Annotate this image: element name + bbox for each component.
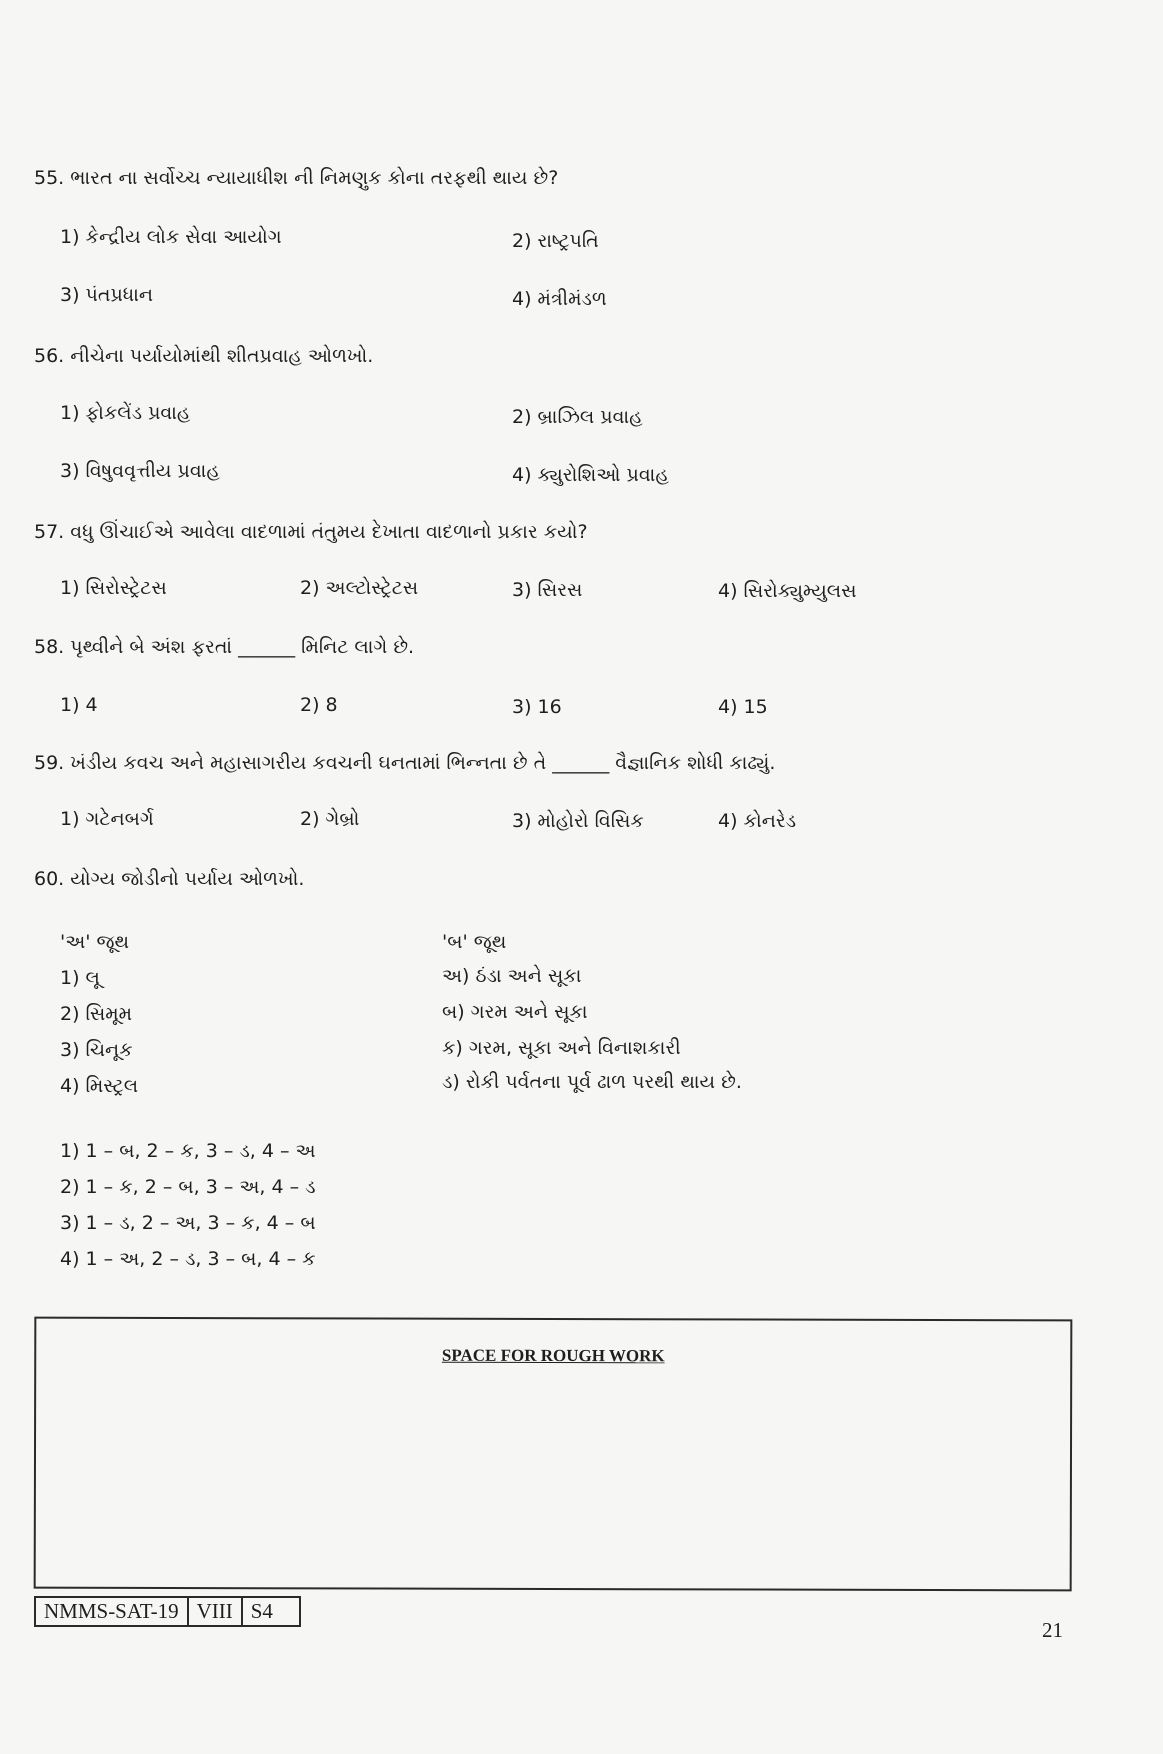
match-col-b-item: ડ) રોકી પર્વતના પૂર્વ ઢાળ પરથી થાય છે. (442, 1071, 742, 1093)
q59-option-1: 1) ગટેનબર્ગ (60, 808, 154, 830)
match-col-b-item: બ) ગરમ અને સૂકા (442, 1001, 588, 1023)
exam-code: NMMS-SAT-19 (36, 1598, 189, 1625)
q57-option-2: 2) અલ્ટોસ્ટ્રેટસ (300, 577, 419, 599)
q56-option-2: 2) બ્રાઝિલ પ્રવાહ (512, 406, 643, 428)
q56-option-4: 4) ક્યુરોશિઓ પ્રવાહ (512, 464, 669, 486)
question-number: 56. (34, 345, 65, 367)
match-col-a-item: 2) સિમૂમ (60, 1003, 133, 1025)
set-code: S4 (250, 1599, 273, 1623)
question-number: 58. (34, 636, 65, 658)
question-58 (34, 636, 414, 658)
question-text: ભારત ના સર્વોચ્ચ ન્યાયાધીશ ની નિમણુક કોના તરફથી થાય છે? (70, 167, 559, 189)
q55-option-4: 4) મંત્રીમંડળ (512, 288, 607, 310)
rough-work-box (34, 1317, 1073, 1592)
question-text: વધુ ઊંચાઈએ આવેલા વાદળામાં તંતુમય દેખાતા વાદળાનો પ્રકાર કયો? (70, 521, 588, 543)
q59-option-4: 4) કોનરેડ (718, 810, 797, 832)
q60-option-4: 4) 1 – અ, 2 – ડ, 3 – બ, 4 – ક (60, 1248, 316, 1270)
standard: VIII (189, 1598, 243, 1625)
q56-option-1: 1) ફોકલેંડ પ્રવાહ (60, 402, 191, 424)
q55-option-3: 3) પંતપ્રધાન (60, 284, 154, 306)
q59-option-2: 2) ગેબ્રો (300, 808, 360, 830)
question-text: યોગ્ય જોડીનો પર્યાય ઓળખો. (70, 868, 305, 890)
q60-option-1: 1) 1 – બ, 2 – ક, 3 – ડ, 4 – અ (60, 1140, 316, 1162)
page-number: 21 (1042, 1618, 1063, 1642)
match-col-b-item: અ) ઠંડા અને સૂકા (442, 965, 582, 987)
question-57 (34, 521, 588, 543)
q60-option-2: 2) 1 – ક, 2 – બ, 3 – અ, 4 – ડ (60, 1176, 316, 1198)
question-number: 59. (34, 752, 65, 774)
match-col-a-header: 'અ' જૂથ (60, 931, 130, 953)
q57-option-3: 3) સિરસ (512, 579, 583, 601)
question-59 (34, 752, 775, 774)
match-col-b-item: ક) ગરમ, સૂકા અને વિનાશકારી (442, 1037, 681, 1059)
q55-option-1: 1) કેન્દ્રીય લોક સેવા આયોગ (60, 226, 282, 248)
q57-option-1: 1) સિરોસ્ટ્રેટસ (60, 577, 167, 599)
match-col-b-header: 'બ' જૂથ (442, 931, 507, 953)
match-col-a-item: 3) ચિનૂક (60, 1039, 133, 1061)
question-number: 55. (34, 167, 65, 189)
q60-option-3: 3) 1 – ડ, 2 – અ, 3 – ક, 4 – બ (60, 1212, 316, 1234)
question-text: ખંડીય કવચ અને મહાસાગરીય કવચની ઘનતામાં ભિન્નતા છે તે ______ વૈજ્ઞાનિક શોધી કાઢ્યું. (70, 752, 776, 774)
q58-option-4: 4) 15 (718, 696, 768, 718)
rough-work-title: SPACE FOR ROUGH WORK (441, 1345, 665, 1366)
question-56 (34, 345, 373, 367)
q56-option-3: 3) વિષુવવૃત્તીય પ્રવાહ (60, 460, 220, 482)
footer-code-box (34, 1596, 301, 1627)
question-text: પૃથ્વીને બે અંશ ફરતાં ______ મિનિટ લાગે છે. (70, 636, 415, 658)
q59-option-3: 3) મોહોરો વિસિક (512, 810, 644, 832)
question-number: 57. (34, 521, 65, 543)
match-col-a-item: 1) લૂ (60, 967, 100, 989)
q58-option-1: 1) 4 (60, 694, 98, 716)
question-number: 60. (34, 868, 65, 890)
question-text: નીચેના પર્યાયોમાંથી શીતપ્રવાહ ઓળખો. (70, 345, 374, 367)
q55-option-2: 2) રાષ્ટ્રપતિ (512, 230, 599, 252)
question-55 (34, 167, 558, 189)
q58-option-3: 3) 16 (512, 696, 562, 718)
question-60 (34, 868, 304, 890)
match-col-a-item: 4) મિસ્ટ્રલ (60, 1075, 139, 1097)
q58-option-2: 2) 8 (300, 694, 338, 716)
q57-option-4: 4) સિરોક્યુમ્યુલસ (718, 580, 857, 602)
